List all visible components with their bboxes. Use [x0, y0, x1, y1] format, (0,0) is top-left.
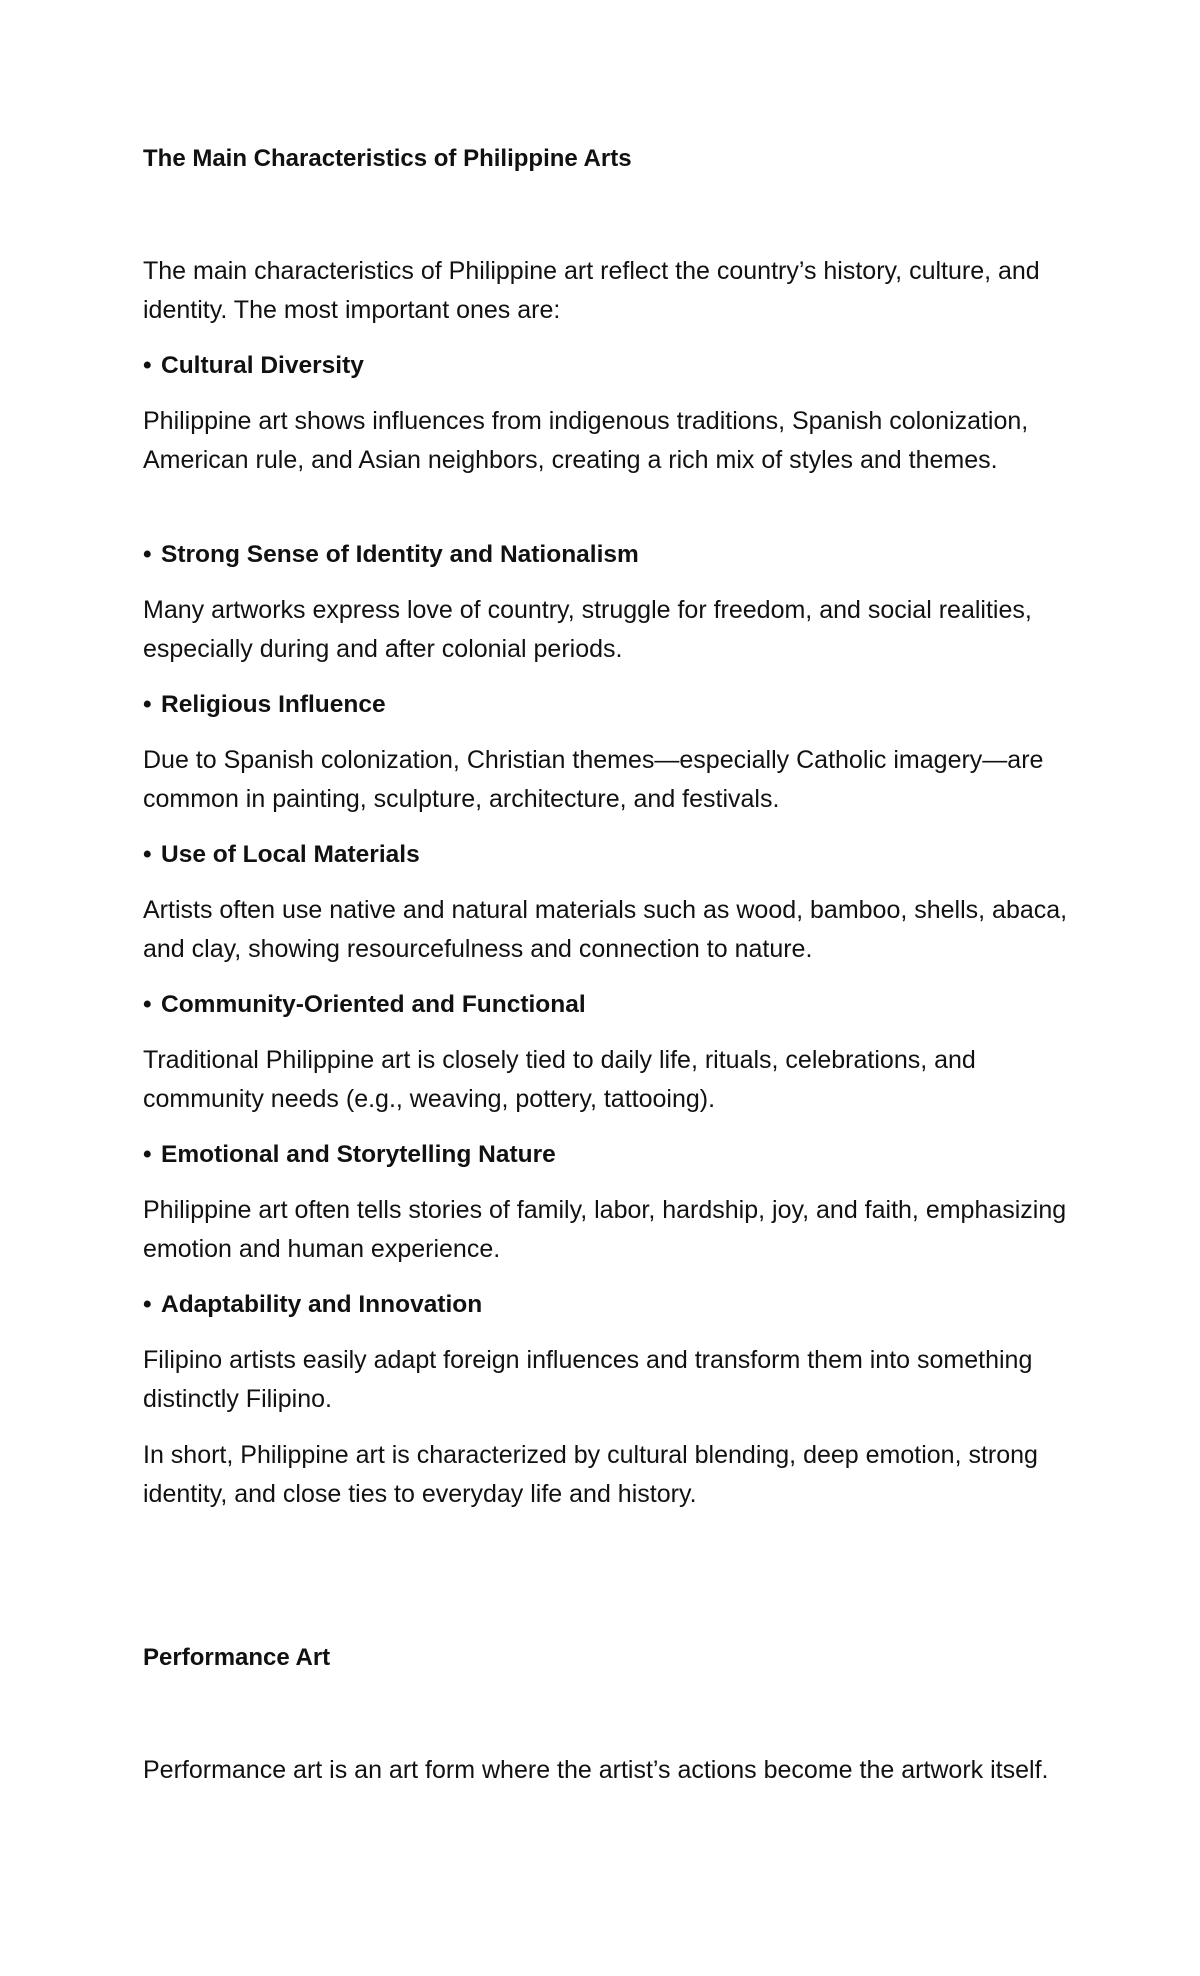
bullet-heading-community-oriented — [143, 989, 586, 1021]
bullet-icon: • — [143, 1141, 152, 1168]
bullet-icon: • — [143, 991, 152, 1018]
bullet-heading-adaptability — [143, 1289, 482, 1321]
bullet-heading-cultural-diversity — [143, 350, 364, 382]
bullet-text-identity-nationalism: Many artworks express love of country, struggle for freedom, and social realities, especially during and after colonial periods. — [143, 596, 1032, 663]
bullet-heading-label: Strong Sense of Identity and Nationalism — [161, 541, 639, 568]
bullet-text-storytelling: Philippine art often tells stories of family, labor, hardship, joy, and faith, emphasizing emotion and human experience. — [143, 1196, 1067, 1263]
bullet-heading-label: Community-Oriented and Functional — [161, 991, 586, 1018]
bullet-heading-label: Religious Influence — [161, 691, 386, 718]
bullet-text-community-oriented: Traditional Philippine art is closely tied to daily life, rituals, celebrations, and community needs (e.g., weaving, pottery, tattooing). — [143, 1046, 976, 1113]
section-title-performance-art: Performance Art — [143, 1644, 331, 1671]
bullet-heading-label: Use of Local Materials — [161, 841, 420, 868]
section-title-philippine-arts: The Main Characteristics of Philippine Arts — [143, 145, 632, 172]
bullet-heading-storytelling — [143, 1139, 556, 1171]
performance-art-paragraph: Performance art is an art form where the artist’s actions become the artwork itself. — [143, 1756, 1049, 1784]
bullet-heading-label: Cultural Diversity — [161, 352, 364, 379]
bullet-text-cultural-diversity: Philippine art shows influences from indigenous traditions, Spanish colonization, American rule, and Asian neighbors, creating a rich mix of styles and themes. — [143, 407, 1029, 474]
bullet-heading-religious-influence — [143, 689, 386, 721]
bullet-icon: • — [143, 691, 152, 718]
intro-paragraph: The main characteristics of Philippine art reflect the country’s history, culture, and identity. The most important ones are: — [143, 257, 1040, 324]
bullet-text-local-materials: Artists often use native and natural materials such as wood, bamboo, shells, abaca, and clay, showing resourcefulness and connection to nature. — [143, 896, 1068, 963]
bullet-heading-label: Emotional and Storytelling Nature — [161, 1141, 556, 1168]
bullet-heading-identity-nationalism — [143, 539, 639, 571]
summary-paragraph: In short, Philippine art is characterized by cultural blending, deep emotion, strong identity, and close ties to everyday life and history. — [143, 1441, 1038, 1508]
bullet-text-adaptability: Filipino artists easily adapt foreign influences and transform them into something distinctly Filipino. — [143, 1346, 1033, 1413]
bullet-icon: • — [143, 841, 152, 868]
bullet-heading-local-materials — [143, 839, 420, 871]
bullet-heading-label: Adaptability and Innovation — [161, 1291, 483, 1318]
bullet-icon: • — [143, 1291, 152, 1318]
bullet-icon: • — [143, 352, 152, 379]
bullet-icon: • — [143, 541, 152, 568]
bullet-text-religious-influence: Due to Spanish colonization, Christian themes—especially Catholic imagery—are common in painting, sculpture, architecture, and festivals. — [143, 746, 1044, 813]
